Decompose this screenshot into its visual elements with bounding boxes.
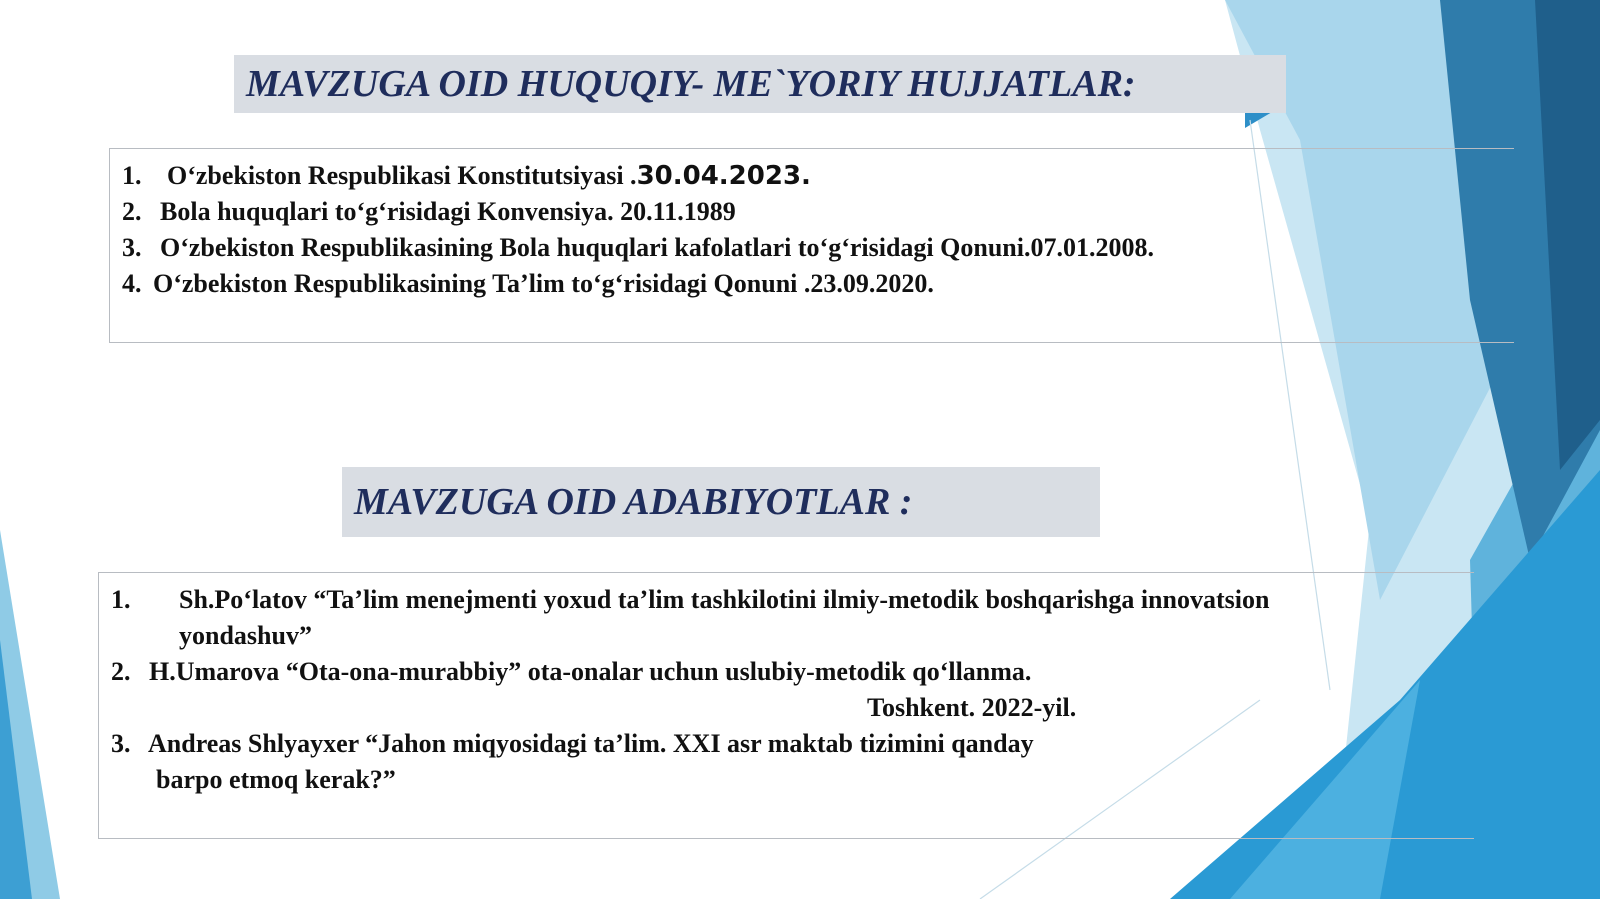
- list-item: [122, 266, 1514, 302]
- list-item-text: yondashuv”: [179, 621, 312, 650]
- list-item-text: Bola huquqlari to‘g‘risidagi Konvensiya. 20.11.1989: [160, 197, 736, 226]
- section-1-title-text: MAVZUGA OID HUQUQIY- ME`YORIY HUJJATLAR:: [246, 63, 1136, 105]
- list-item-text: O‘zbekiston Respublikasining Ta’lim to‘g‘risidagi Qonuni .23.09.2020.: [153, 269, 934, 298]
- list-item-continuation: [111, 690, 1474, 726]
- list-item-text: O‘zbekiston Respublikasining Bola huquqlari kafolatlari to‘g‘risidagi Qonuni.07.01.2008.: [160, 233, 1154, 262]
- list-item: [111, 654, 1474, 690]
- list-item-number: 3.: [122, 233, 142, 262]
- list-item: [111, 726, 1474, 762]
- list-item-number: 4.: [122, 269, 142, 298]
- list-item-number: 1.: [122, 161, 142, 190]
- list-item-text: barpo etmoq kerak?”: [156, 765, 396, 794]
- list-item: [122, 230, 1514, 266]
- list-item-date: 30.04.2023.: [636, 161, 811, 191]
- list-item-continuation: [111, 762, 1474, 798]
- list-item-text: Sh.Po‘latov “Ta’lim menejmenti yoxud ta’lim tashkilotini ilmiy-metodik boshqarishga innovatsion: [179, 585, 1270, 614]
- list-item-text: H.Umarova “Ota-ona-murabbiy” ota-onalar uchun uslubiy-metodik qo‘llanma.: [149, 657, 1032, 686]
- section-2-title: [342, 467, 1100, 537]
- section-2-title-text: MAVZUGA OID ADABIYOTLAR :: [354, 481, 913, 523]
- list-item: [122, 158, 1514, 194]
- section-1-title: [234, 55, 1286, 113]
- list-item-number: 2.: [122, 197, 142, 226]
- list-item-text: O‘zbekiston Respublikasi Konstitutsiyasi .: [167, 161, 637, 190]
- list-item-number: 1.: [111, 585, 131, 614]
- list-item-number: 2.: [111, 657, 131, 686]
- section-2-list: [98, 572, 1474, 839]
- list-item-continuation: [111, 618, 1474, 654]
- section-1-list: [109, 148, 1514, 343]
- list-item-number: 3.: [111, 729, 131, 758]
- list-item: [111, 582, 1474, 618]
- list-item-text: Toshkent. 2022-yil.: [867, 693, 1077, 722]
- list-item: [122, 194, 1514, 230]
- list-item-text: Andreas Shlyayxer “Jahon miqyosidagi ta’lim. XXI asr maktab tizimini qanday: [148, 729, 1034, 758]
